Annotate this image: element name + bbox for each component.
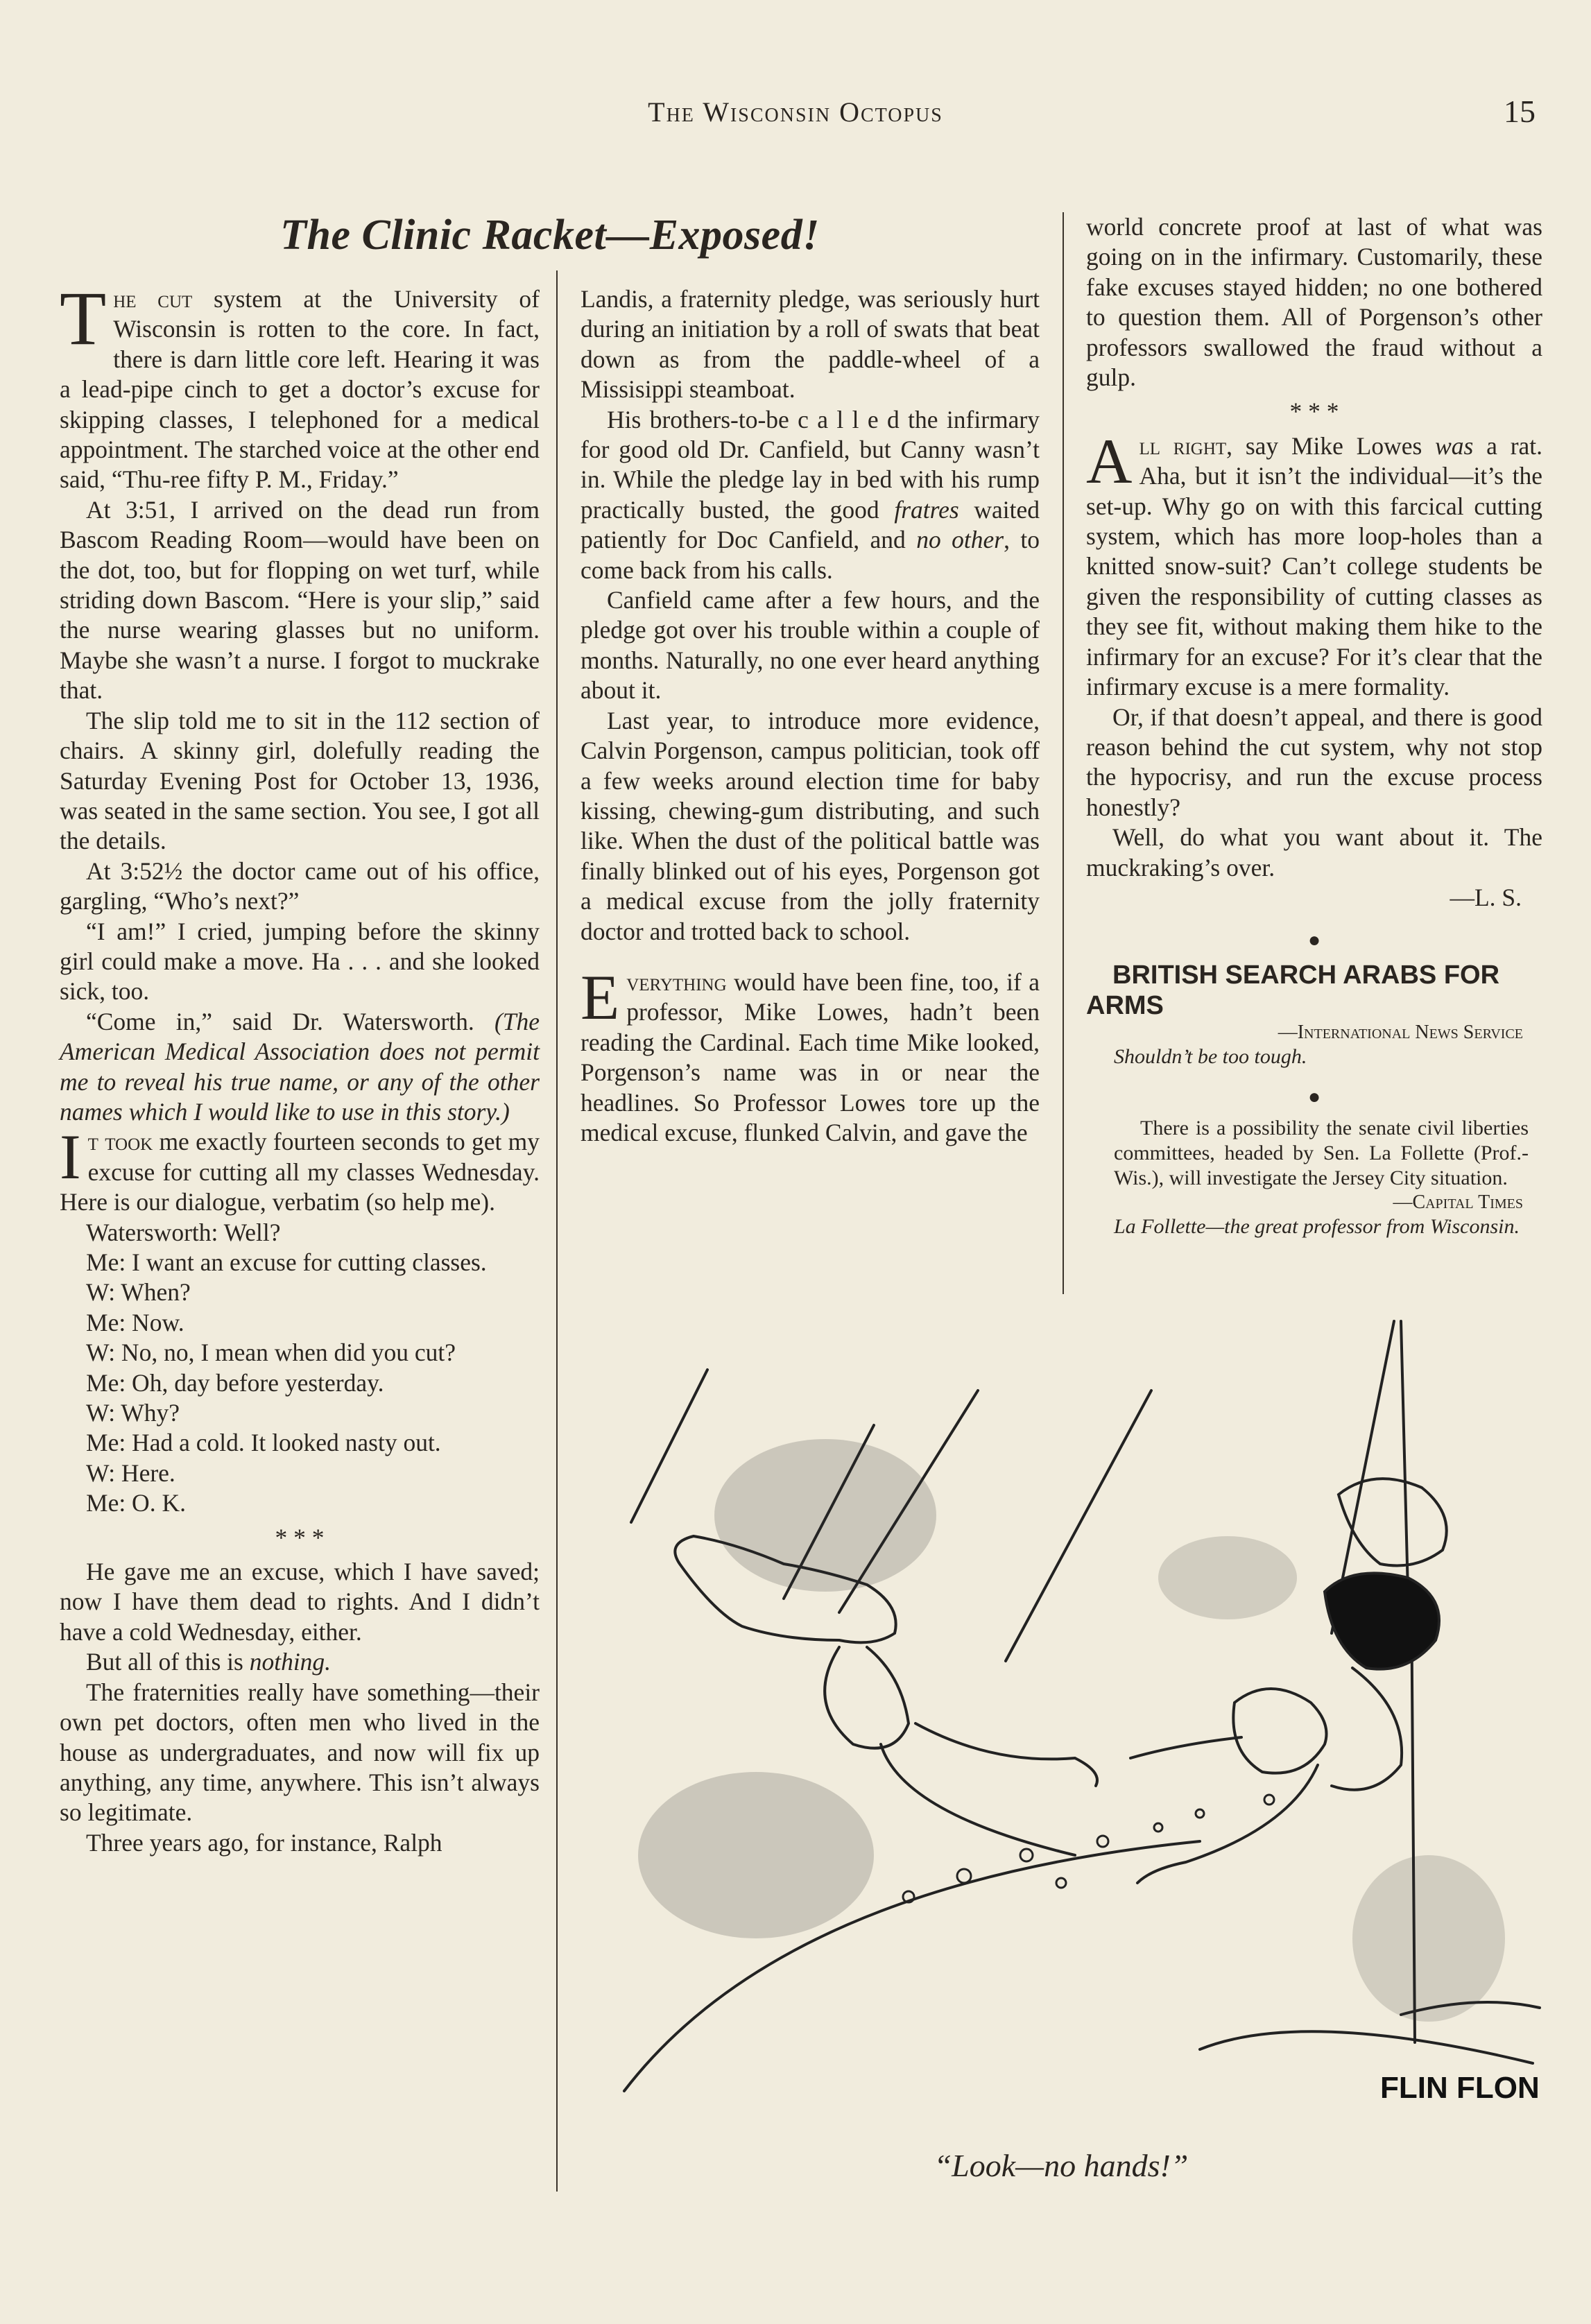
filler-text: There is a possibility the senate civil liberties committees, headed by Sen. La Follette (Prof.-Wis.), will investigate the Jersey City situation. (1114, 1117, 1529, 1190)
paragraph: Three years ago, for instance, Ralph (86, 1828, 442, 1857)
filler-quip: Shouldn’t be too tough. (1114, 1044, 1307, 1068)
paragraph: “I am!” I cried, jumping before the skinny girl could make a move. Ha . . . and she looked sick, too. (60, 917, 540, 1006)
section-break: * * * (1289, 397, 1339, 426)
drop-cap: I (60, 1121, 81, 1193)
paragraph: At 3:51, I arrived on the dead run from Bascom Reading Room—would have been on the dot, too, but for flopping on wet turf, while striding down Bascom. “Here is your slip,” said the nurse wearing glasses but no uniform. Maybe she wasn’t a nurse. I forgot to muckrake that. (60, 495, 540, 705)
running-title: The Wisconsin Octopus (648, 96, 943, 128)
column-rule (556, 270, 558, 2192)
dialogue-line: W: Why? (86, 1399, 180, 1427)
page-header (0, 96, 1591, 144)
paragraph: He gave me an excuse, which I have saved; now I have them dead to rights. And I didn’t have a cold Wednesday, either. (60, 1558, 540, 1646)
dialogue-line: Watersworth: Well? (86, 1218, 281, 1246)
dialogue-line: Me: Oh, day before yesterday. (86, 1368, 384, 1397)
author-signature: —L. S. (1450, 883, 1522, 911)
paragraph: It took me exactly fourteen seconds to get my excuse for cutting all my classes Wednesday. Here is our dialogue, verbatim (so help me). (60, 1121, 540, 1216)
paragraph: Canfield came after a few hours, and the pledge got over his trouble within a couple of months. Naturally, no one ever heard anything about it. (580, 586, 1040, 705)
dialogue-line: W: No, no, I mean when did you cut? (86, 1339, 456, 1367)
paragraph: Last year, to introduce more evidence, Calvin Porgenson, campus politician, took off a few weeks around election time for baby kissing, chewing-gum distributing, and such like. When the dust of the political battle was finally blinked out of his eyes, Porgenson got a medical excuse from the jolly fraternity doctor and trotted back to school. (580, 706, 1040, 945)
dialogue-line: Me: Now. (86, 1308, 184, 1336)
filler-credit: —Capital Times (1393, 1191, 1523, 1214)
filler-headline: BRITISH SEARCH ARABS FOR ARMS (1086, 960, 1500, 1020)
dialogue-line: Me: I want an excuse for cutting classes. (86, 1248, 487, 1276)
article-title: The Clinic Racket—Exposed! (280, 212, 820, 259)
dialogue-line: Me: O. K. (86, 1489, 186, 1517)
paragraph: All right, say Mike Lowes was a rat. Aha, but it isn’t the individual—it’s the set-up. Why go on with this farcical cutting system, which has more loop-holes than a knitted snow-suit? Can’t college students be given the responsibility of cutting classes as they see fit, without making them hike to the infirmary for an excuse? For it’s clear that the infirmary excuse is a mere formality. (1086, 425, 1543, 701)
tent-line (631, 1370, 707, 1522)
article-column-1 (60, 276, 540, 1858)
dialogue-line: W: Here. (86, 1458, 175, 1487)
paragraph: The cut system at the University of Wisconsin is rotten to the core. In fact, there is darn little core left. Hearing it was a lead-pipe cinch to get a doctor’s excuse for skipping classes, I telephoned for a medical appointment. The starched voice at the other end said, “Thu-ree fifty P. M., Friday.” (60, 276, 540, 494)
paragraph: The slip told me to sit in the 112 section of chairs. A skinny girl, dolefully reading the Saturday Evening Post for October 13, 1936, was seated in the same section. You see, I got all the details. (60, 706, 540, 855)
cartoon-caption: “Look—no hands!” (934, 2148, 1189, 2183)
dialogue-line: W: When? (86, 1278, 191, 1307)
drop-cap: A (1086, 425, 1133, 497)
dialogue-line: Me: Had a cold. It looked nasty out. (86, 1429, 441, 1457)
paragraph: Or, if that doesn’t appeal, and there is good reason behind the cut system, why not stop the hypocrisy, and run the excuse process honestly? (1086, 703, 1542, 821)
drop-cap: T (60, 276, 107, 361)
column-rule (1063, 212, 1064, 1294)
paragraph: At 3:52½ the doctor came out of his office, gargling, “Who’s next?” (60, 857, 540, 915)
paragraph: Well, do what you want about it. The muckraking’s over. (1086, 823, 1542, 881)
bullet-icon: ● (1307, 1085, 1321, 1108)
paragraph: world concrete proof at last of what was going on in the infirmary. Customarily, these fake excuses stayed hidden; no one bothered to question them. All of Porgenson’s other professors swallowed the fraud without a gulp. (1086, 213, 1542, 392)
section-break: * * * (275, 1523, 325, 1551)
article-column-2 (580, 284, 1040, 1148)
page-number: 15 (1504, 94, 1536, 129)
paragraph: Landis, a fraternity pledge, was seriously hurt during an initiation by a roll of swats that beat down as from the paddle-wheel of a Missisippi steamboat. (580, 285, 1040, 404)
drop-cap: E (580, 961, 620, 1033)
article-column-3 (1086, 212, 1542, 1239)
paragraph: The fraternities really have something—their own pet doctors, often men who lived in the house as undergraduates, and now will fix up anything, any time, anywhere. This isn’t always so legitimate. (60, 1678, 540, 1827)
paragraph: “Come in,” said Dr. Watersworth. (The American Medical Association does not permit me to reveal his true name, or any of the other names which I would like to use in this story.) (60, 1007, 540, 1126)
cartoon-illustration (576, 1314, 1547, 2157)
paragraph: His brothers-to-be c a l l e d the infirmary for good old Dr. Canfield, but Canny wasn’t in. While the pledge lay in bed with his rump practically busted, the good fratres waited patiently for Doc Canfield, and no other, to come back from his calls. (580, 405, 1040, 584)
paragraph: Everything would have been fine, too, if a professor, Mike Lowes, hadn’t been reading the Cardinal. Each time Mike looked, Porgenson’s name was in or near the headlines. So Professor Lowes tore up the medical excuse, flunked Calvin, and gave the (580, 961, 1040, 1146)
filler-credit: —International News Service (1278, 1021, 1523, 1043)
artist-signature: FLIN FLON (1380, 2071, 1540, 2105)
filler-quip: La Follette—the great professor from Wisconsin. (1114, 1215, 1520, 1239)
paragraph: But all of this is nothing. (86, 1648, 332, 1676)
bullet-icon: ● (1307, 929, 1321, 952)
